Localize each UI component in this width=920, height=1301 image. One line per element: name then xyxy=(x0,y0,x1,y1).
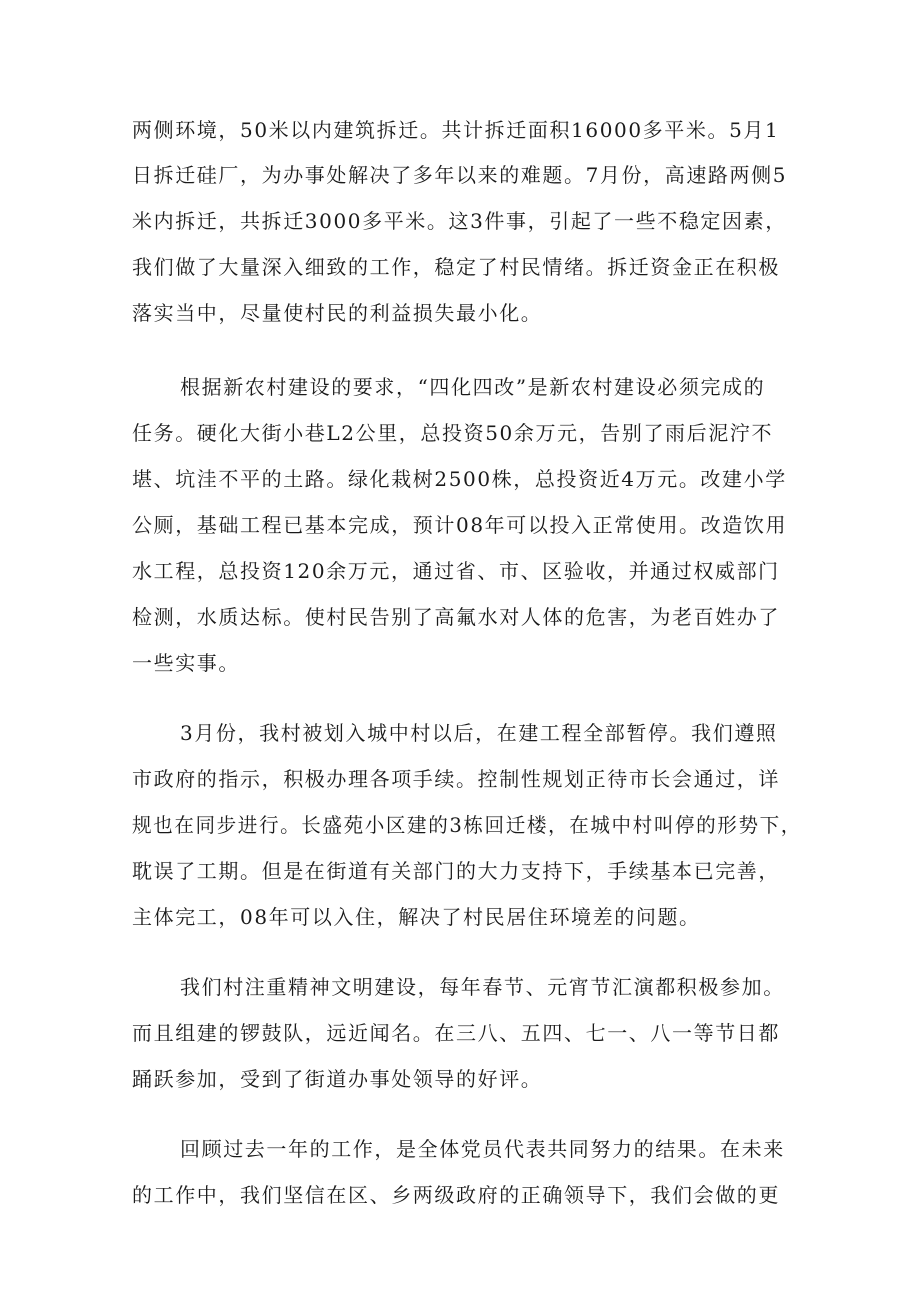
paragraph-4-line-1: 我们村注重精神文明建设，每年春节、元宵节汇演都积极参加。 xyxy=(180,975,785,999)
paragraph-3-line-4: 耽误了工期。但是在街道有关部门的大力支持下，手续基本已完善， xyxy=(132,859,780,883)
paragraph-1-line-3: 米内拆迁，共拆迁3000多平米。这3件事，引起了一些不稳定因素， xyxy=(132,209,787,233)
paragraph-1-line-2: 日拆迁硅厂，为办事处解决了多年以来的难题。7月份，高速路两侧5 xyxy=(132,163,788,187)
paragraph-1-line-4: 我们做了大量深入细致的工作，稳定了村民情绪。拆迁资金正在积极 xyxy=(132,255,780,279)
paragraph-4-line-2: 而且组建的锣鼓队，远近闻名。在三八、五四、七一、八一等节日都 xyxy=(132,1021,780,1045)
paragraph-1-line-1: 两侧环境，50米以内建筑拆迁。共计拆迁面积16000多平米。5月1 xyxy=(132,118,780,142)
paragraph-2-line-2: 任务。硬化大街小巷L2公里，总投资50余万元，告别了雨后泥泞不 xyxy=(132,421,774,445)
paragraph-2-line-5: 水工程，总投资120余万元，通过省、市、区验收，并通过权威部门 xyxy=(132,559,780,583)
paragraph-2-line-6: 检测，水质达标。使村民告别了高氟水对人体的危害，为老百姓办了 xyxy=(132,605,780,629)
paragraph-5-line-2: 的工作中，我们坚信在区、乡两级政府的正确领导下，我们会做的更 xyxy=(132,1183,780,1207)
paragraph-3-line-3: 规也在同步进行。长盛苑小区建的3栋回迁楼，在城中村叫停的形势下， xyxy=(132,813,802,837)
paragraph-2-line-4: 公厕，基础工程已基本完成，预计08年可以投入正常使用。改造饮用 xyxy=(132,513,788,537)
paragraph-3-line-1: 3月份，我村被划入城中村以后，在建工程全部暂停。我们遵照 xyxy=(180,721,778,745)
paragraph-5-line-1: 回顾过去一年的工作，是全体党员代表共同努力的结果。在未来 xyxy=(180,1137,785,1161)
paragraph-2-line-7: 一些实事。 xyxy=(132,651,240,675)
paragraph-2-line-3: 堪、坑洼不平的土路。绿化栽树2500株，总投资近4万元。改建小学 xyxy=(132,467,787,491)
paragraph-3-line-2: 市政府的指示，积极办理各项手续。控制性规划正待市长会通过，详 xyxy=(132,767,780,791)
paragraph-2-line-1: 根据新农村建设的要求，“四化四改”是新农村建设必须完成的 xyxy=(180,375,766,399)
paragraph-3-line-5: 主体完工，08年可以入住，解决了村民居住环境差的问题。 xyxy=(132,905,701,929)
paragraph-4-line-3: 踊跃参加，受到了街道办事处领导的好评。 xyxy=(132,1067,543,1091)
paragraph-1-line-5: 落实当中，尽量使村民的利益损失最小化。 xyxy=(132,301,543,325)
